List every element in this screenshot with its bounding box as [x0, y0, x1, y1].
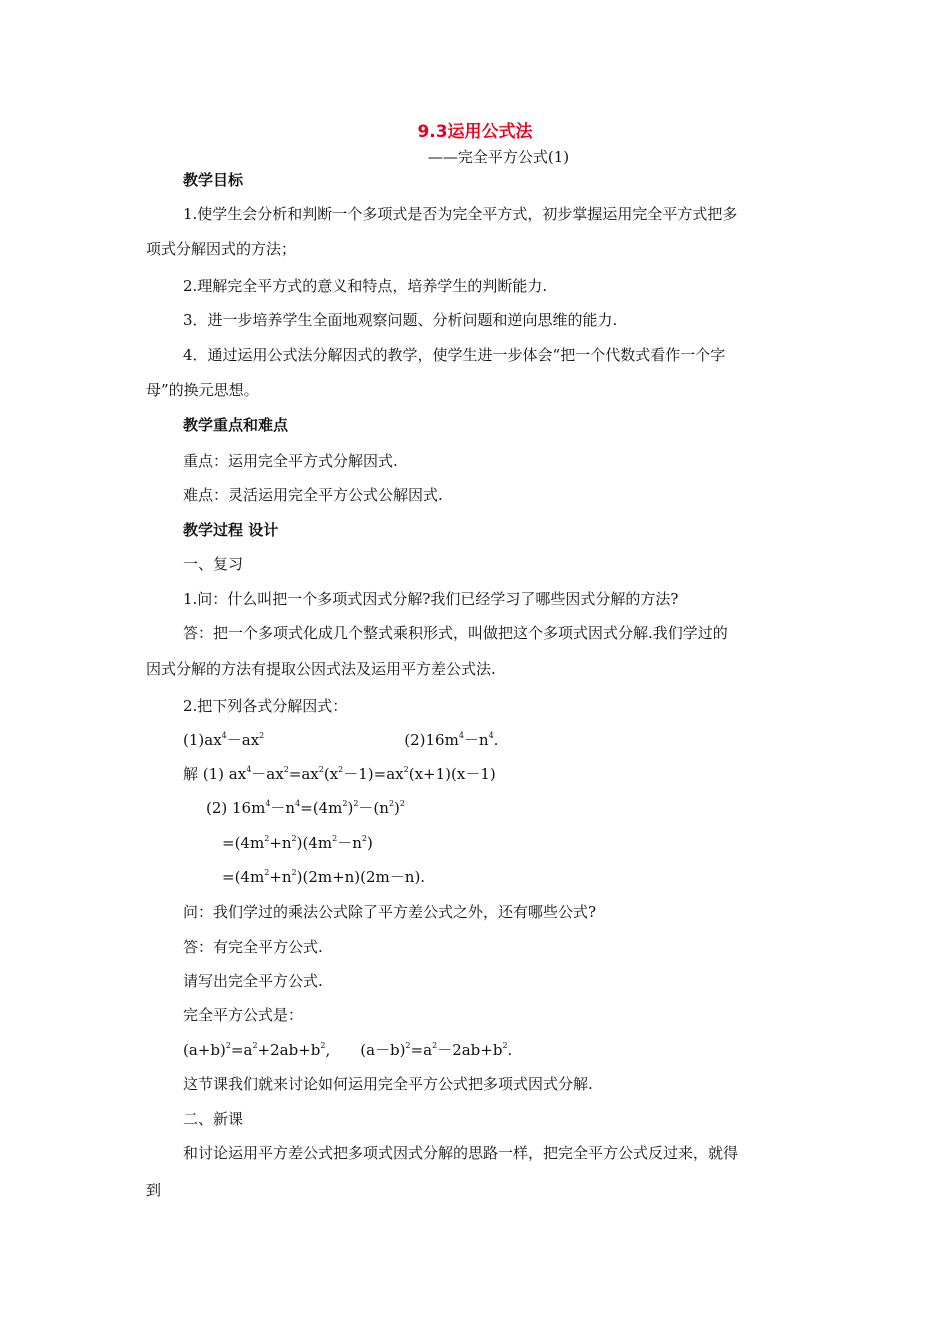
objectives-heading: 教学目标	[183, 171, 244, 189]
key-point: 重点：运用完全平方式分解因式.	[183, 452, 398, 470]
objective-1-line-1: 1.使学生会分析和判断一个多项式是否为完全平方式，初步掌握运用完全平方式把多	[183, 205, 738, 223]
objective-3: 3．进一步培养学生全面地观察问题、分析问题和逆向思维的能力.	[183, 311, 618, 329]
formula-intro: 完全平方公式是：	[183, 1006, 304, 1024]
review-answer-line-1: 答：把一个多项式化成几个整式乘积形式，叫做把这个多项式因式分解.我们学过的	[183, 624, 728, 642]
process-heading: 教学过程 设计	[183, 521, 279, 539]
new-lesson-heading: 二、新课	[183, 1110, 244, 1128]
solution-1: 解 (1) $ax^4-ax^2=ax^2(x^2-1)=ax^2(x+1)(x-1)$	[183, 765, 496, 783]
objective-4-line-2: 母”的换元思想。	[146, 381, 259, 399]
keypoints-heading: 教学重点和难点	[183, 416, 289, 434]
solution-2-step-1: (2) $16m^4-n^4=(4m^2)^2-(n^2)^2$	[206, 799, 405, 817]
exercise-intro: 2.把下列各式分解因式：	[183, 697, 348, 715]
objective-1-line-2: 项式分解因式的方法；	[146, 240, 297, 258]
ask-formula: 请写出完全平方公式.	[183, 972, 323, 990]
page-title: 9.3运用公式法	[417, 122, 533, 142]
difficulty-point: 难点：灵活运用完全平方公式公解因式.	[183, 486, 443, 504]
solution-2-step-2: $=(4m^2+n^2)(4m^2-n^2)$	[222, 834, 373, 852]
solution-2-step-3: $=(4m^2+n^2)(2m+n)(2m-n)$.	[222, 868, 426, 886]
new-lesson-line-1: 和讨论运用平方差公式把多项式因式分解的思路一样，把完全平方公式反过来，就得	[183, 1144, 739, 1162]
objective-4-line-1: 4．通过运用公式法分解因式的教学，使学生进一步体会“把一个代数式看作一个字	[183, 346, 726, 364]
question-2: 问：我们学过的乘法公式除了平方差公式之外，还有哪些公式?	[183, 903, 597, 921]
page-subtitle: ——完全平方公式(1)	[427, 148, 570, 166]
review-heading: 一、复习	[183, 555, 244, 573]
new-lesson-line-2: 到	[146, 1181, 162, 1199]
answer-2: 答：有完全平方公式.	[183, 938, 323, 956]
formula-line: $(a+b)^2=a^2+2ab+b^2$, $(a-b)^2=a^2-2ab+b^2$.	[183, 1041, 513, 1059]
objective-2: 2.理解完全平方式的意义和特点，培养学生的判断能力.	[183, 277, 548, 295]
transition-line: 这节课我们就来讨论如何运用完全平方公式把多项式因式分解.	[183, 1075, 593, 1093]
review-answer-line-2: 因式分解的方法有提取公因式法及运用平方差公式法.	[146, 660, 496, 678]
exercise-problems: $(1)ax^4-ax^2$ $(2)16m^4-n^4$.	[183, 731, 499, 749]
review-question-1: 1.问：什么叫把一个多项式因式分解?我们已经学习了哪些因式分解的方法?	[183, 590, 679, 608]
